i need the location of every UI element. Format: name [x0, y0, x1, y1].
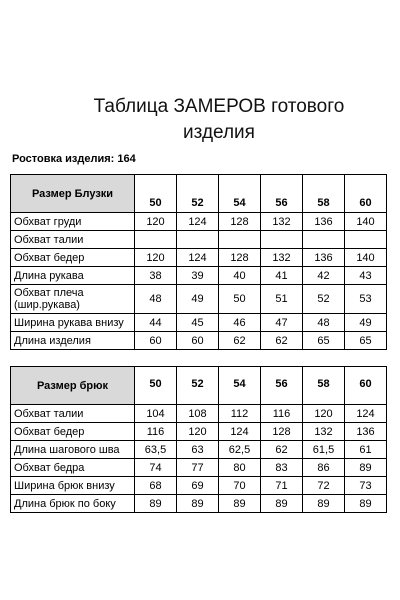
- size-header-cell: 58: [303, 175, 345, 213]
- table-row: [11, 314, 387, 332]
- table-header-row: [11, 175, 387, 213]
- row-label: Ширина брюк внизу: [11, 477, 135, 495]
- table-row: [11, 495, 387, 513]
- value-cell: 45: [177, 314, 219, 332]
- value-cell: 42: [303, 267, 345, 285]
- value-cell: 41: [261, 267, 303, 285]
- size-header-cell: 50: [135, 175, 177, 213]
- row-label: Длина изделия: [11, 332, 135, 350]
- size-header-cell: 54: [219, 367, 261, 405]
- value-cell: 49: [345, 314, 387, 332]
- value-cell: [303, 231, 345, 249]
- value-cell: 116: [135, 423, 177, 441]
- row-label: Обхват груди: [11, 213, 135, 231]
- value-cell: 62: [261, 441, 303, 459]
- value-cell: 89: [345, 495, 387, 513]
- row-label: Обхват плеча (шир.рукава): [11, 285, 135, 314]
- value-cell: 86: [303, 459, 345, 477]
- table-row: [11, 332, 387, 350]
- size-header-label: Размер Блузки: [11, 175, 135, 213]
- row-label: Обхват бедер: [11, 423, 135, 441]
- row-label: Обхват талии: [11, 405, 135, 423]
- value-cell: 62: [261, 332, 303, 350]
- value-cell: 89: [177, 495, 219, 513]
- value-cell: [345, 231, 387, 249]
- value-cell: 124: [177, 249, 219, 267]
- pants-size-table: [10, 366, 387, 513]
- value-cell: 136: [345, 423, 387, 441]
- value-cell: 140: [345, 249, 387, 267]
- value-cell: 62,5: [219, 441, 261, 459]
- row-label: Ширина рукава внизу: [11, 314, 135, 332]
- value-cell: 77: [177, 459, 219, 477]
- value-cell: 116: [261, 405, 303, 423]
- value-cell: 89: [135, 495, 177, 513]
- size-header-cell: 56: [261, 175, 303, 213]
- table-row: [11, 213, 387, 231]
- size-header-label: Размер брюк: [11, 367, 135, 405]
- value-cell: 132: [261, 213, 303, 231]
- row-label: Длина рукава: [11, 267, 135, 285]
- table-row: [11, 477, 387, 495]
- value-cell: 60: [177, 332, 219, 350]
- table-row: [11, 267, 387, 285]
- value-cell: 89: [345, 459, 387, 477]
- document-title: [0, 94, 400, 146]
- value-cell: 120: [303, 405, 345, 423]
- value-cell: 51: [261, 285, 303, 314]
- value-cell: [219, 231, 261, 249]
- size-header-cell: 60: [345, 367, 387, 405]
- value-cell: [135, 231, 177, 249]
- value-cell: 44: [135, 314, 177, 332]
- size-header-cell: 56: [261, 367, 303, 405]
- value-cell: 132: [303, 423, 345, 441]
- row-label: Длина брюк по боку: [11, 495, 135, 513]
- value-cell: [177, 231, 219, 249]
- value-cell: 128: [219, 249, 261, 267]
- title-line-1: Таблица ЗАМЕРОВ готового: [93, 96, 345, 117]
- value-cell: 132: [261, 249, 303, 267]
- value-cell: 73: [345, 477, 387, 495]
- value-cell: 72: [303, 477, 345, 495]
- value-cell: 71: [261, 477, 303, 495]
- value-cell: 124: [345, 405, 387, 423]
- value-cell: 89: [219, 495, 261, 513]
- table-row: [11, 423, 387, 441]
- blouse-size-table: [10, 174, 387, 350]
- value-cell: 140: [345, 213, 387, 231]
- value-cell: 104: [135, 405, 177, 423]
- value-cell: 53: [345, 285, 387, 314]
- value-cell: 48: [303, 314, 345, 332]
- value-cell: 128: [219, 213, 261, 231]
- value-cell: 60: [135, 332, 177, 350]
- value-cell: 74: [135, 459, 177, 477]
- value-cell: 120: [135, 249, 177, 267]
- value-cell: 70: [219, 477, 261, 495]
- table-row: [11, 249, 387, 267]
- row-label: Длина шагового шва: [11, 441, 135, 459]
- table-row: [11, 441, 387, 459]
- value-cell: 120: [177, 423, 219, 441]
- value-cell: 50: [219, 285, 261, 314]
- value-cell: 63: [177, 441, 219, 459]
- value-cell: 69: [177, 477, 219, 495]
- value-cell: [261, 231, 303, 249]
- value-cell: 124: [219, 423, 261, 441]
- size-header-cell: 52: [177, 175, 219, 213]
- value-cell: 49: [177, 285, 219, 314]
- value-cell: 61: [345, 441, 387, 459]
- value-cell: 136: [303, 249, 345, 267]
- height-label: Ростовка изделия: 164: [12, 153, 136, 165]
- value-cell: 108: [177, 405, 219, 423]
- value-cell: 43: [345, 267, 387, 285]
- row-label: Обхват талии: [11, 231, 135, 249]
- table-row: [11, 459, 387, 477]
- value-cell: 112: [219, 405, 261, 423]
- size-header-cell: 60: [345, 175, 387, 213]
- value-cell: 120: [135, 213, 177, 231]
- value-cell: 124: [177, 213, 219, 231]
- value-cell: 65: [303, 332, 345, 350]
- value-cell: 40: [219, 267, 261, 285]
- table-row: [11, 231, 387, 249]
- size-header-cell: 58: [303, 367, 345, 405]
- row-label: Обхват бедра: [11, 459, 135, 477]
- value-cell: 80: [219, 459, 261, 477]
- title-line-2: изделия: [183, 122, 255, 143]
- value-cell: 52: [303, 285, 345, 314]
- value-cell: 68: [135, 477, 177, 495]
- table-header-row: [11, 367, 387, 405]
- value-cell: 63,5: [135, 441, 177, 459]
- value-cell: 46: [219, 314, 261, 332]
- value-cell: 83: [261, 459, 303, 477]
- value-cell: 89: [261, 495, 303, 513]
- size-header-cell: 52: [177, 367, 219, 405]
- size-header-cell: 54: [219, 175, 261, 213]
- value-cell: 48: [135, 285, 177, 314]
- value-cell: 136: [303, 213, 345, 231]
- row-label: Обхват бедер: [11, 249, 135, 267]
- size-header-cell: 50: [135, 367, 177, 405]
- value-cell: 65: [345, 332, 387, 350]
- value-cell: 39: [177, 267, 219, 285]
- value-cell: 89: [303, 495, 345, 513]
- value-cell: 38: [135, 267, 177, 285]
- value-cell: 61,5: [303, 441, 345, 459]
- value-cell: 128: [261, 423, 303, 441]
- table-row: [11, 405, 387, 423]
- value-cell: 62: [219, 332, 261, 350]
- value-cell: 47: [261, 314, 303, 332]
- table-row: [11, 285, 387, 314]
